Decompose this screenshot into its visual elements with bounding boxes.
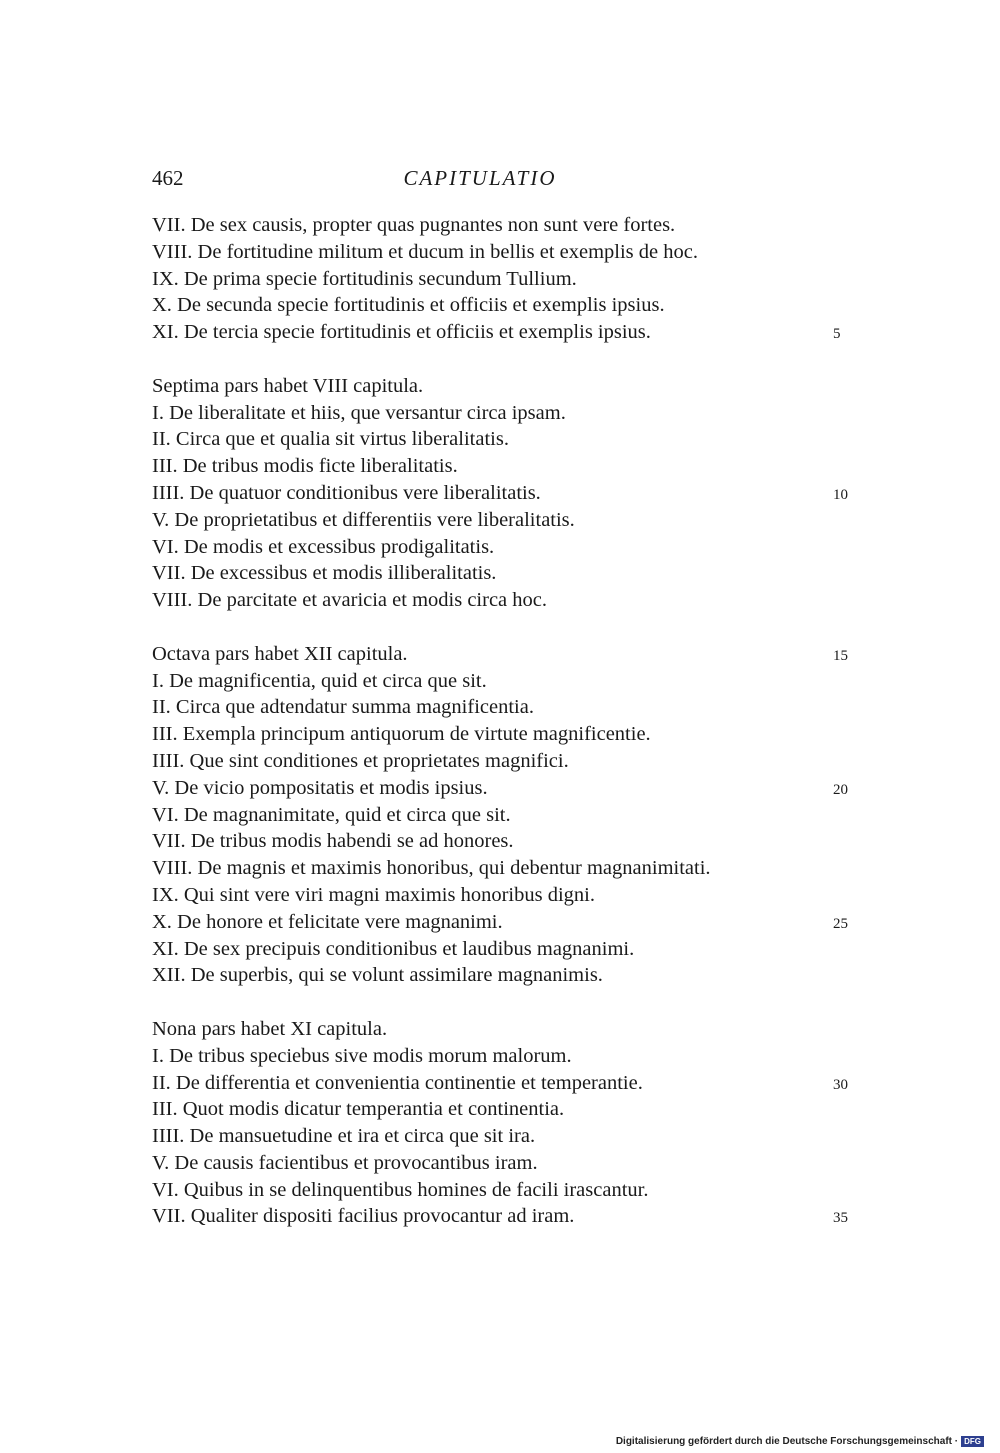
line-text: IX. Qui sint vere viri magni maximis honoribus digni. — [152, 883, 595, 906]
text-line — [152, 560, 852, 587]
text-line — [152, 962, 852, 989]
line-number: 20 — [833, 781, 848, 798]
line-text: II. Circa que adtendatur summa magnificentia. — [152, 696, 534, 719]
text-line — [152, 319, 852, 346]
text-line — [152, 507, 852, 534]
line-text: XI. De tercia specie fortitudinis et officiis et exemplis ipsius. — [152, 321, 651, 344]
line-text: X. De secunda specie fortitudinis et officiis et exemplis ipsius. — [152, 294, 665, 317]
blank-line — [152, 614, 852, 641]
line-text: VII. De tribus modis habendi se ad honores. — [152, 830, 514, 853]
line-number: 35 — [833, 1210, 848, 1227]
line-text: VIII. De fortitudine militum et ducum in bellis et exemplis de hoc. — [152, 240, 698, 263]
line-text: Octava pars habet XII capitula. — [152, 642, 408, 665]
text-line — [152, 1043, 852, 1070]
line-text: XII. De superbis, qui se volunt assimilare magnanimis. — [152, 964, 603, 987]
text-line — [152, 1203, 852, 1230]
dfg-logo: DFG — [961, 1436, 984, 1447]
text-line — [152, 1150, 852, 1177]
text-line — [152, 212, 852, 239]
line-text: VI. De modis et excessibus prodigalitatis. — [152, 535, 495, 558]
text-line — [152, 721, 852, 748]
text-line — [152, 1016, 852, 1043]
text-line — [152, 292, 852, 319]
line-text: V. De causis facientibus et provocantibus iram. — [152, 1151, 538, 1174]
line-text: V. De proprietatibus et differentiis vere liberalitatis. — [152, 508, 575, 531]
line-text: VI. Quibus in se delinquentibus homines de facili irascantur. — [152, 1178, 649, 1201]
running-title — [0, 164, 960, 192]
text-line — [152, 266, 852, 293]
text-line — [152, 426, 852, 453]
line-text: VI. De magnanimitate, quid et circa que sit. — [152, 803, 511, 826]
body-text — [152, 212, 852, 1230]
text-line — [152, 239, 852, 266]
line-text: I. De magnificentia, quid et circa que sit. — [152, 669, 487, 692]
line-text: I. De tribus speciebus sive modis morum malorum. — [152, 1044, 572, 1067]
blank-line — [152, 346, 852, 373]
line-text: III. Quot modis dicatur temperantia et continentia. — [152, 1098, 565, 1121]
text-line — [152, 373, 852, 400]
line-number: 25 — [833, 915, 848, 932]
line-text: Nona pars habet XI capitula. — [152, 1017, 388, 1040]
text-line — [152, 1177, 852, 1204]
line-text: Septima pars habet VIII capitula. — [152, 374, 424, 397]
text-line — [152, 909, 852, 936]
line-text: III. De tribus modis ficte liberalitatis. — [152, 455, 458, 478]
text-line — [152, 882, 852, 909]
text-line — [152, 668, 852, 695]
text-line — [152, 453, 852, 480]
text-line — [152, 775, 852, 802]
footer-text: Digitalisierung gefördert durch die Deutsche Forschungsgemeinschaft · — [615, 1436, 959, 1447]
line-text: X. De honore et felicitate vere magnanimi. — [152, 910, 503, 933]
line-text: IIII. De quatuor conditionibus vere liberalitatis. — [152, 481, 541, 504]
line-text: VIII. De parcitate et avaricia et modis circa hoc. — [152, 589, 547, 612]
text-line — [152, 828, 852, 855]
text-line — [152, 400, 852, 427]
running-title-text: CAPITULATIO — [403, 166, 557, 190]
line-text: IIII. De mansuetudine et ira et circa que sit ira. — [152, 1125, 536, 1148]
text-line — [152, 802, 852, 829]
line-text: IIII. Que sint conditiones et proprietates magnifici. — [152, 749, 569, 772]
text-line — [152, 855, 852, 882]
page-number: 462 — [152, 166, 184, 190]
text-line — [152, 480, 852, 507]
line-number: 5 — [833, 326, 841, 343]
line-text: II. Circa que et qualia sit virtus liberalitatis. — [152, 428, 509, 451]
text-line — [152, 748, 852, 775]
text-line — [152, 1070, 852, 1097]
line-number: 15 — [833, 647, 848, 664]
line-text: VII. De excessibus et modis illiberalitatis. — [152, 562, 497, 585]
line-text: V. De vicio pompositatis et modis ipsius. — [152, 776, 488, 799]
line-number: 10 — [833, 486, 848, 503]
line-text: XI. De sex precipuis conditionibus et laudibus magnanimi. — [152, 937, 635, 960]
blank-line — [152, 989, 852, 1016]
line-number: 30 — [833, 1076, 848, 1093]
line-text: IX. De prima specie fortitudinis secundum Tullium. — [152, 267, 577, 290]
text-line — [152, 694, 852, 721]
line-text: VII. De sex causis, propter quas pugnantes non sunt vere fortes. — [152, 214, 676, 236]
line-text: I. De liberalitate et hiis, que versantur circa ipsam. — [152, 401, 566, 424]
text-line — [152, 534, 852, 561]
line-text: VIII. De magnis et maximis honoribus, qui debentur magnanimitati. — [152, 857, 711, 880]
line-text: VII. Qualiter dispositi facilius provocantur ad iram. — [152, 1205, 575, 1228]
text-line — [152, 1123, 852, 1150]
text-line — [152, 1096, 852, 1123]
line-text: II. De differentia et convenientia continentie et temperantie. — [152, 1071, 643, 1094]
text-line — [152, 936, 852, 963]
text-line — [152, 641, 852, 668]
line-text: III. Exempla principum antiquorum de virtute magnificentie. — [152, 723, 651, 746]
text-line — [152, 587, 852, 614]
footer — [616, 1436, 984, 1447]
